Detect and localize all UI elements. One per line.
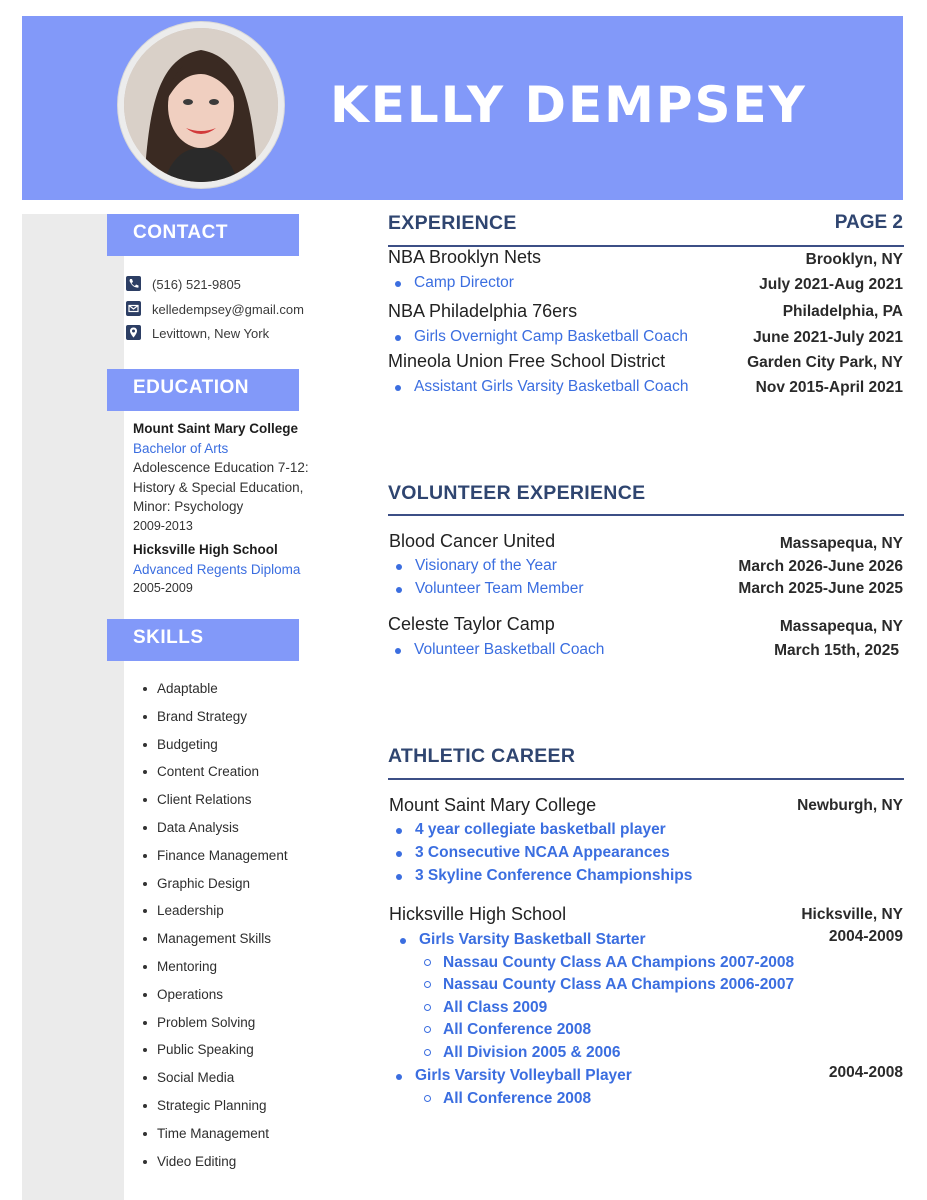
skill-item: Leadership	[137, 903, 288, 931]
volunteer-dates: March 15th, 2025	[774, 642, 899, 659]
volunteer-location: Massapequa, NY	[779, 535, 903, 552]
page-label: PAGE 2	[834, 212, 903, 233]
athletic-dates: 2004-2009	[828, 928, 903, 945]
skill-item: Mentoring	[137, 959, 288, 987]
education-school: Hicksville High School	[133, 542, 278, 557]
athletic-honor: All Division 2005 & 2006	[443, 1044, 621, 1061]
person-name: KELLY DEMPSEY	[330, 76, 807, 134]
volunteer-role: Volunteer Team Member	[415, 580, 584, 597]
volunteer-org: Blood Cancer United	[389, 531, 556, 551]
contact-phone-text: (516) 521-9805	[152, 277, 241, 292]
skills-heading-bar	[107, 619, 299, 661]
volunteer-heading: VOLUNTEER EXPERIENCE	[388, 482, 646, 504]
athletic-org: Mount Saint Mary College	[389, 795, 597, 815]
contact-location-text: Levittown, New York	[152, 326, 270, 341]
experience-location: Brooklyn, NY	[805, 251, 903, 268]
experience-role: Assistant Girls Varsity Basketball Coach	[414, 378, 689, 395]
skill-item: Time Management	[137, 1126, 288, 1154]
athletic-item: 4 year collegiate basketball player	[415, 821, 666, 838]
experience-org: NBA Brooklyn Nets	[388, 247, 542, 267]
volunteer-location: Massapequa, NY	[779, 618, 903, 635]
skill-item: Management Skills	[137, 931, 288, 959]
contact-email-text: kelledempsey@gmail.com	[152, 302, 304, 317]
education-years: 2009-2013	[133, 518, 193, 533]
education-degree: Advanced Regents Diploma	[133, 561, 301, 577]
education-heading-bar	[107, 369, 299, 411]
education-entry-college	[133, 419, 309, 536]
experience-location: Philadelphia, PA	[782, 303, 903, 320]
skill-item: Finance Management	[137, 848, 288, 876]
volunteer-dates: March 2026-June 2026	[738, 558, 903, 575]
athletic-honor: Nassau County Class AA Champions 2006-2007	[443, 976, 795, 993]
profile-photo-image	[124, 28, 278, 182]
athletic-role: Girls Varsity Volleyball Player	[415, 1067, 632, 1084]
skill-item: Operations	[137, 987, 288, 1015]
education-years: 2005-2009	[133, 581, 193, 595]
experience-dates: July 2021-Aug 2021	[759, 276, 903, 293]
athletic-item: 3 Consecutive NCAA Appearances	[415, 844, 670, 861]
skill-item: Social Media	[137, 1070, 288, 1098]
email-icon	[126, 301, 141, 316]
skill-item: Strategic Planning	[137, 1098, 288, 1126]
athletic-honor: All Conference 2008	[443, 1021, 592, 1038]
skills-list	[137, 681, 288, 1181]
athletic-honor: All Conference 2008	[443, 1090, 592, 1107]
education-school: Mount Saint Mary College	[133, 421, 299, 436]
sidebar-background	[22, 214, 124, 1200]
volunteer-role: Visionary of the Year	[415, 557, 557, 574]
volunteer-dates: March 2025-June 2025	[738, 580, 903, 597]
experience-location: Garden City Park, NY	[747, 354, 903, 371]
education-entry-highschool	[133, 540, 300, 599]
athletic-divider	[388, 778, 904, 780]
athletic-location: Hicksville, NY	[801, 906, 903, 923]
volunteer-divider	[388, 514, 904, 516]
education-heading: EDUCATION	[133, 377, 250, 398]
education-degree: Bachelor of Arts	[133, 440, 229, 456]
experience-org: NBA Philadelphia 76ers	[388, 301, 578, 321]
education-detail: Adolescence Education 7-12:	[133, 460, 309, 475]
skill-item: Data Analysis	[137, 820, 288, 848]
athletic-dates: 2004-2008	[828, 1064, 903, 1081]
skill-item: Budgeting	[137, 737, 288, 765]
contact-heading: CONTACT	[133, 222, 228, 243]
skill-item: Video Editing	[137, 1154, 288, 1182]
education-detail: Minor: Psychology	[133, 499, 244, 514]
skill-item: Graphic Design	[137, 876, 288, 904]
athletic-location: Newburgh, NY	[797, 797, 903, 814]
skill-item: Adaptable	[137, 681, 288, 709]
education-detail: History & Special Education,	[133, 479, 304, 495]
phone-icon	[126, 276, 141, 291]
athletic-honor: Nassau County Class AA Champions 2007-2008	[443, 954, 795, 971]
experience-dates: June 2021-July 2021	[753, 329, 903, 346]
experience-dates: Nov 2015-April 2021	[755, 379, 903, 396]
athletic-org: Hicksville High School	[389, 904, 567, 924]
skills-heading: SKILLS	[133, 627, 204, 648]
athletic-role: Girls Varsity Basketball Starter	[419, 931, 646, 948]
skill-item: Content Creation	[137, 764, 288, 792]
athletic-heading: ATHLETIC CAREER	[388, 745, 576, 767]
experience-role: Camp Director	[414, 274, 514, 291]
volunteer-org: Celeste Taylor Camp	[388, 614, 555, 634]
athletic-item: 3 Skyline Conference Championships	[415, 867, 693, 884]
volunteer-role: Volunteer Basketball Coach	[414, 641, 605, 658]
experience-heading: EXPERIENCE	[388, 212, 517, 234]
profile-photo	[118, 22, 284, 188]
skill-item: Brand Strategy	[137, 709, 288, 737]
experience-org: Mineola Union Free School District	[388, 351, 666, 371]
athletic-honor: All Class 2009	[443, 999, 548, 1016]
location-pin-icon	[126, 325, 141, 340]
skill-item: Public Speaking	[137, 1042, 288, 1070]
experience-role: Girls Overnight Camp Basketball Coach	[414, 328, 688, 345]
contact-heading-bar	[107, 214, 299, 256]
skill-item: Client Relations	[137, 792, 288, 820]
skill-item: Problem Solving	[137, 1015, 288, 1043]
